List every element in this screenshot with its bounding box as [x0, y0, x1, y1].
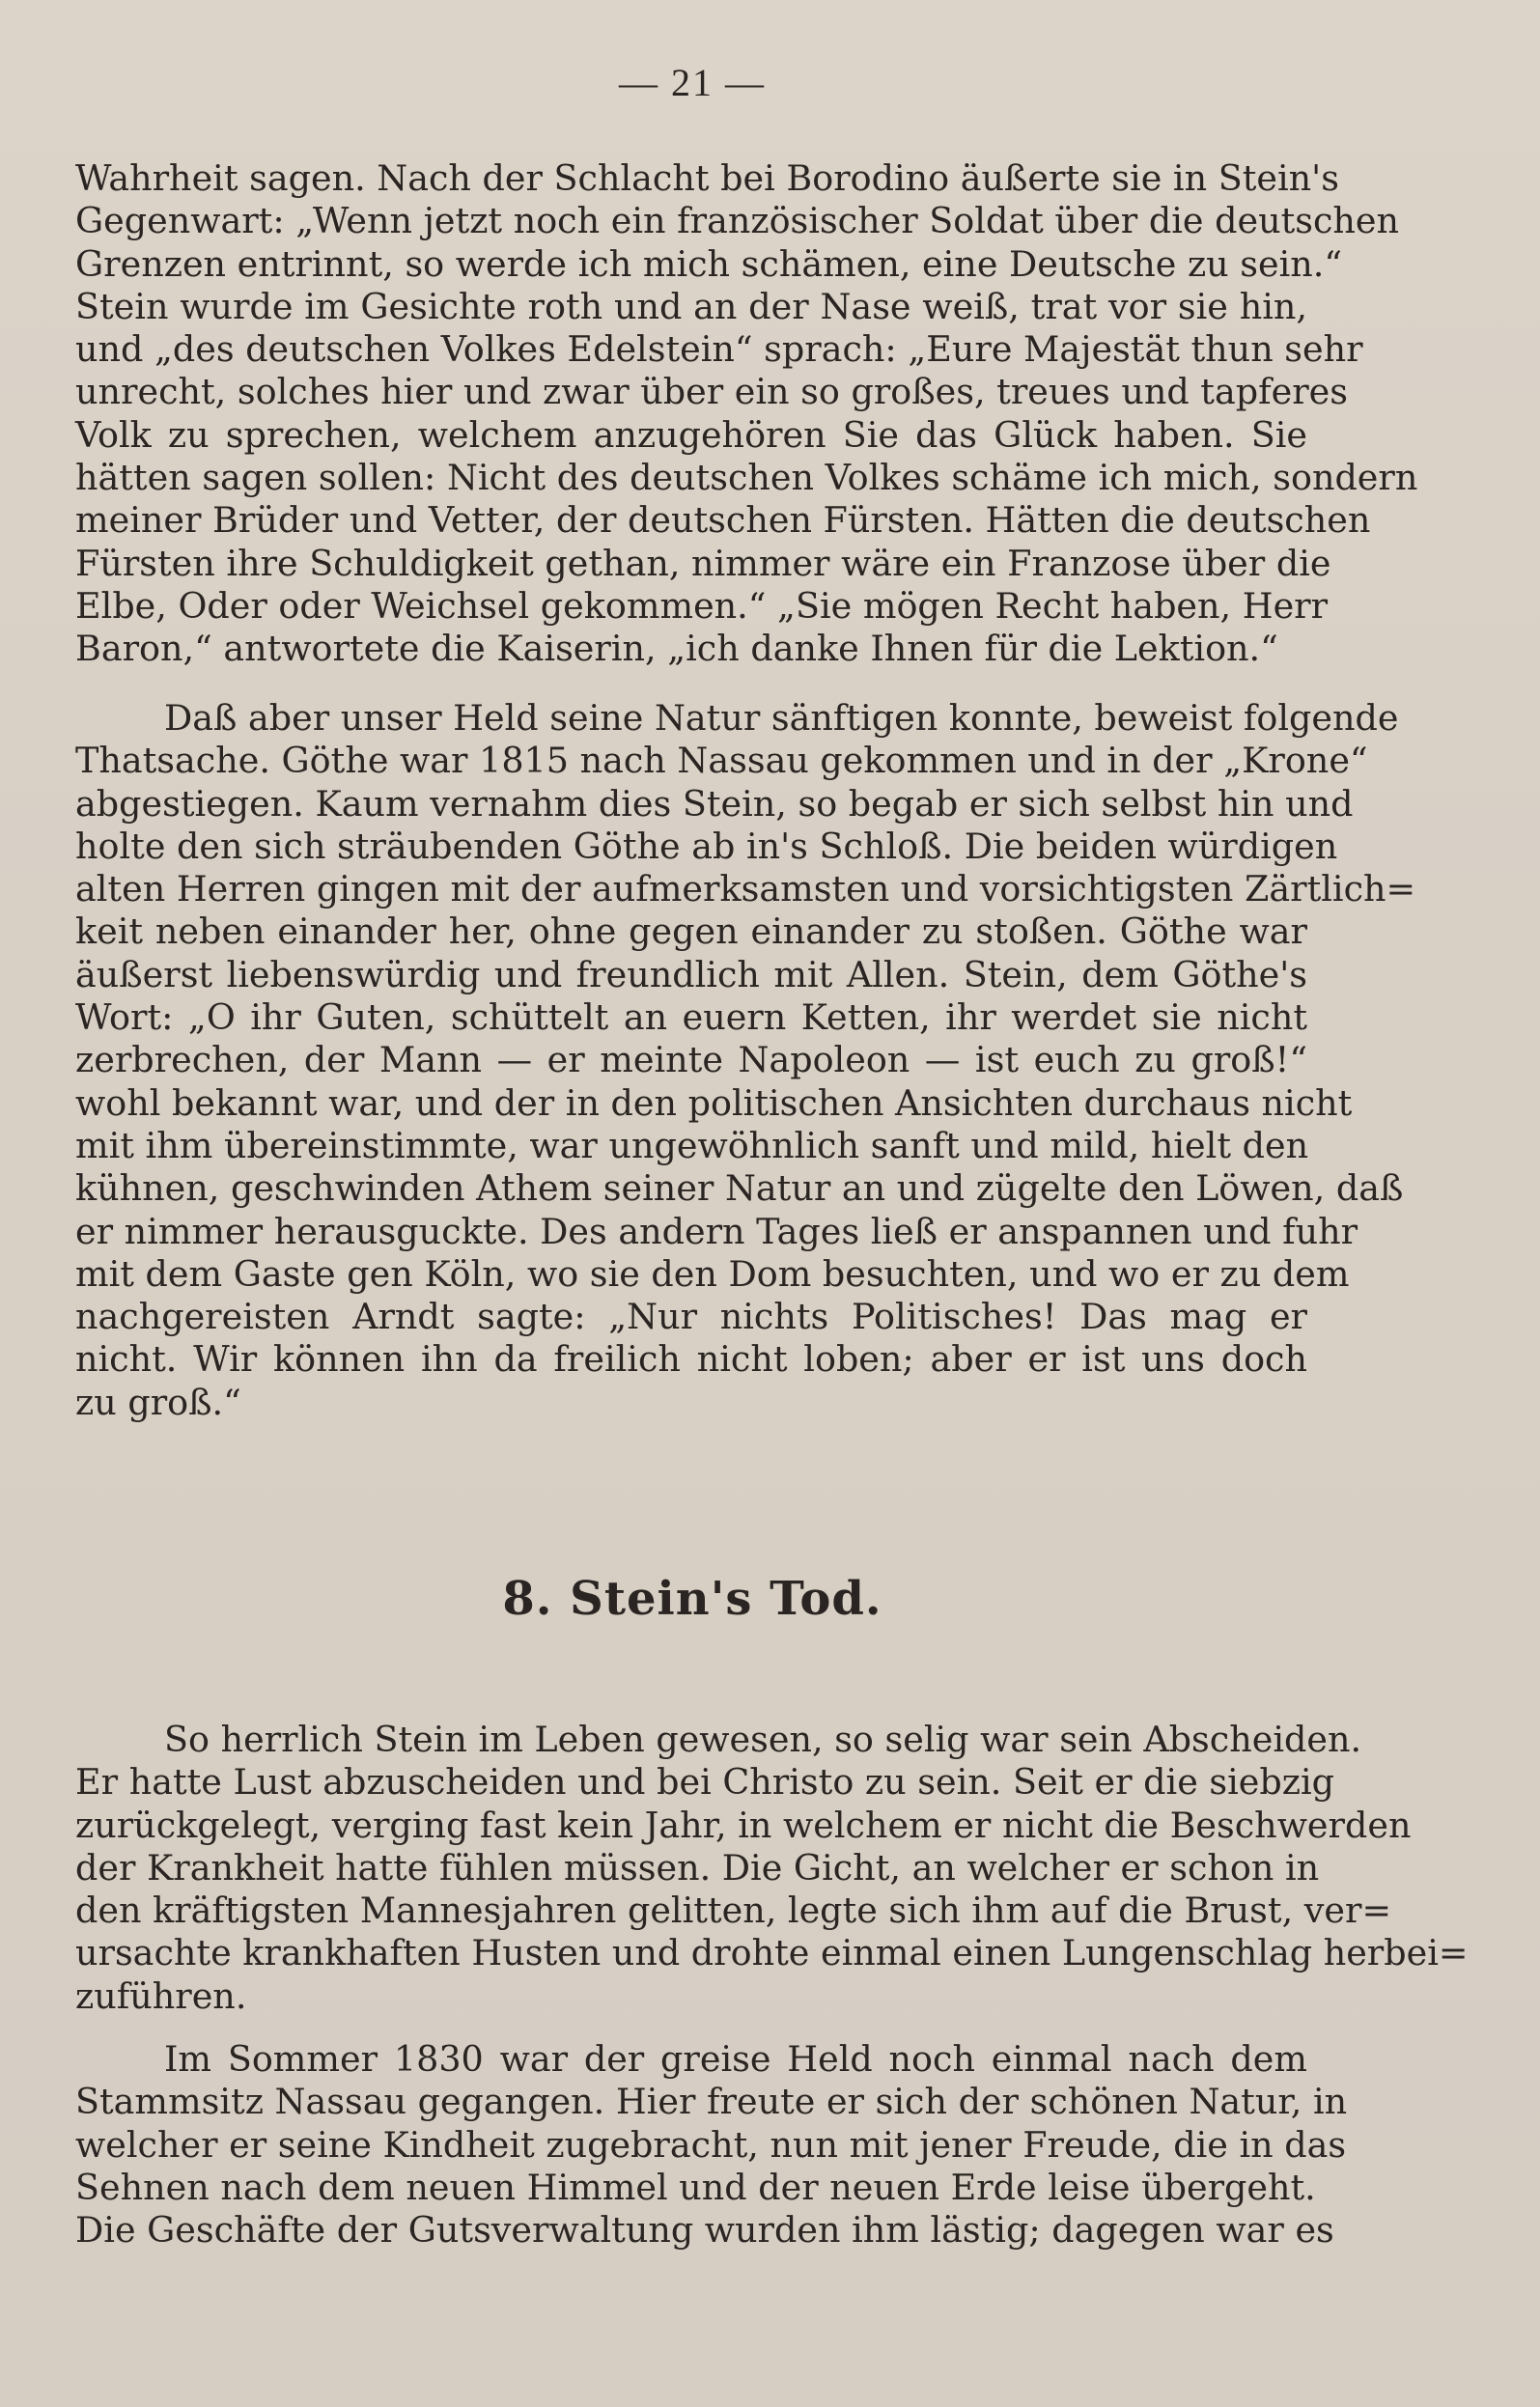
text-line: äußerst liebenswürdig und freundlich mit Allen. Stein, dem Göthe's	[75, 953, 1307, 995]
text-line: wohl bekannt war, und der in den politischen Ansichten durchaus nicht	[75, 1081, 1353, 1124]
text-line: zu groß.“	[75, 1381, 241, 1423]
text-line: Elbe, Oder oder Weichsel gekommen.“ „Sie mögen Recht haben, Herr	[75, 584, 1329, 627]
text-line: keit neben einander her, ohne gegen einander zu stoßen. Göthe war	[75, 910, 1307, 953]
text-line: Thatsache. Göthe war 1815 nach Nassau gekommen und in der „Krone“	[75, 740, 1368, 782]
text-line: Volk zu sprechen, welchem anzugehören Sie das Glück haben. Sie	[75, 413, 1307, 456]
text-line: der Krankheit hatte fühlen müssen. Die Gicht, an welcher er schon in	[75, 1846, 1320, 1889]
text-line: zerbrechen, der Mann — er meinte Napoleon — ist euch zu groß!“	[75, 1039, 1307, 1081]
text-line: hätten sagen sollen: Nicht des deutschen Volkes schäme ich mich, sondern	[75, 457, 1418, 499]
text-line: kühnen, geschwinden Athem seiner Natur an und zügelte den Löwen, daß	[75, 1167, 1404, 1210]
paragraph-2	[75, 697, 1416, 1424]
text-line: den kräftigsten Mannesjahren gelitten, legte sich ihm auf die Brust, ver=	[75, 1889, 1392, 1932]
text-line: Im Sommer 1830 war der greise Held noch einmal nach dem	[164, 2038, 1307, 2080]
text-line: alten Herren gingen mit der aufmerksamsten und vorsichtigsten Zärtlich=	[75, 868, 1416, 910]
paragraph-1	[75, 157, 1418, 671]
text-line: Daß aber unser Held seine Natur sänftigen konnte, beweist folgende	[164, 697, 1399, 739]
text-line: Fürsten ihre Schuldigkeit gethan, nimmer wäre ein Franzose über die	[75, 542, 1331, 584]
text-line: ursachte krankhaften Husten und drohte einmal einen Lungenschlag herbei=	[75, 1932, 1469, 1974]
text-line: Er hatte Lust abzuscheiden und bei Christo zu sein. Seit er die siebzig	[75, 1761, 1335, 1804]
text-line: welcher er seine Kindheit zugebracht, nun mit jener Freude, die in das	[75, 2123, 1347, 2166]
text-line: zuführen.	[75, 1974, 247, 2017]
text-line: Stein wurde im Gesichte roth und an der Nase weiß, trat vor sie hin,	[75, 285, 1307, 327]
text-line: unrecht, solches hier und zwar über ein so großes, treues und tapferes	[75, 371, 1348, 413]
paragraph-4	[75, 2038, 1348, 2252]
text-line: mit dem Gaste gen Köln, wo sie den Dom besuchten, und wo er zu dem	[75, 1252, 1350, 1295]
text-line: Baron,“ antwortete die Kaiserin, „ich danke Ihnen für die Lektion.“	[75, 628, 1278, 670]
paragraph-3	[75, 1719, 1469, 2018]
text-line: Stammsitz Nassau gegangen. Hier freute er sich der schönen Natur, in	[75, 2081, 1348, 2123]
text-line: nachgereisten Arndt sagte: „Nur nichts Politisches! Das mag er	[75, 1296, 1307, 1338]
text-line: nicht. Wir können ihn da freilich nicht loben; aber er ist uns doch	[75, 1338, 1307, 1381]
page-number: — 21 —	[619, 61, 766, 104]
text-line: Grenzen entrinnt, so werde ich mich schämen, eine Deutsche zu sein.“	[75, 242, 1343, 285]
text-line: Sehnen nach dem neuen Himmel und der neuen Erde leise übergeht.	[75, 2166, 1316, 2208]
text-line: Gegenwart: „Wenn jetzt noch ein französischer Soldat über die deutschen	[75, 200, 1400, 242]
text-line: holte den sich sträubenden Göthe ab in's Schloß. Die beiden würdigen	[75, 825, 1338, 867]
text-line: Die Geschäfte der Gutsverwaltung wurden ihm lästig; dagegen war es	[75, 2209, 1334, 2252]
text-line: er nimmer herausguckte. Des andern Tages ließ er anspannen und fuhr	[75, 1210, 1358, 1252]
text-line: So herrlich Stein im Leben gewesen, so selig war sein Abscheiden.	[164, 1719, 1362, 1760]
text-line: mit ihm übereinstimmte, war ungewöhnlich sanft und mild, hielt den	[75, 1124, 1309, 1166]
text-line: abgestiegen. Kaum vernahm dies Stein, so begab er sich selbst hin und	[75, 782, 1354, 825]
text-line: und „des deutschen Volkes Edelstein“ sprach: „Eure Majestät thun sehr	[75, 328, 1363, 371]
text-line: zurückgelegt, verging fast kein Jahr, in welchem er nicht die Beschwerden	[75, 1804, 1412, 1846]
section-heading: 8. Stein's Tod.	[502, 1572, 882, 1626]
text-line: Wahrheit sagen. Nach der Schlacht bei Borodino äußerte sie in Stein's	[75, 157, 1339, 199]
text-line: meiner Brüder und Vetter, der deutschen Fürsten. Hätten die deutschen	[75, 499, 1371, 542]
text-line: Wort: „O ihr Guten, schüttelt an euern Ketten, ihr werdet sie nicht	[75, 996, 1307, 1039]
